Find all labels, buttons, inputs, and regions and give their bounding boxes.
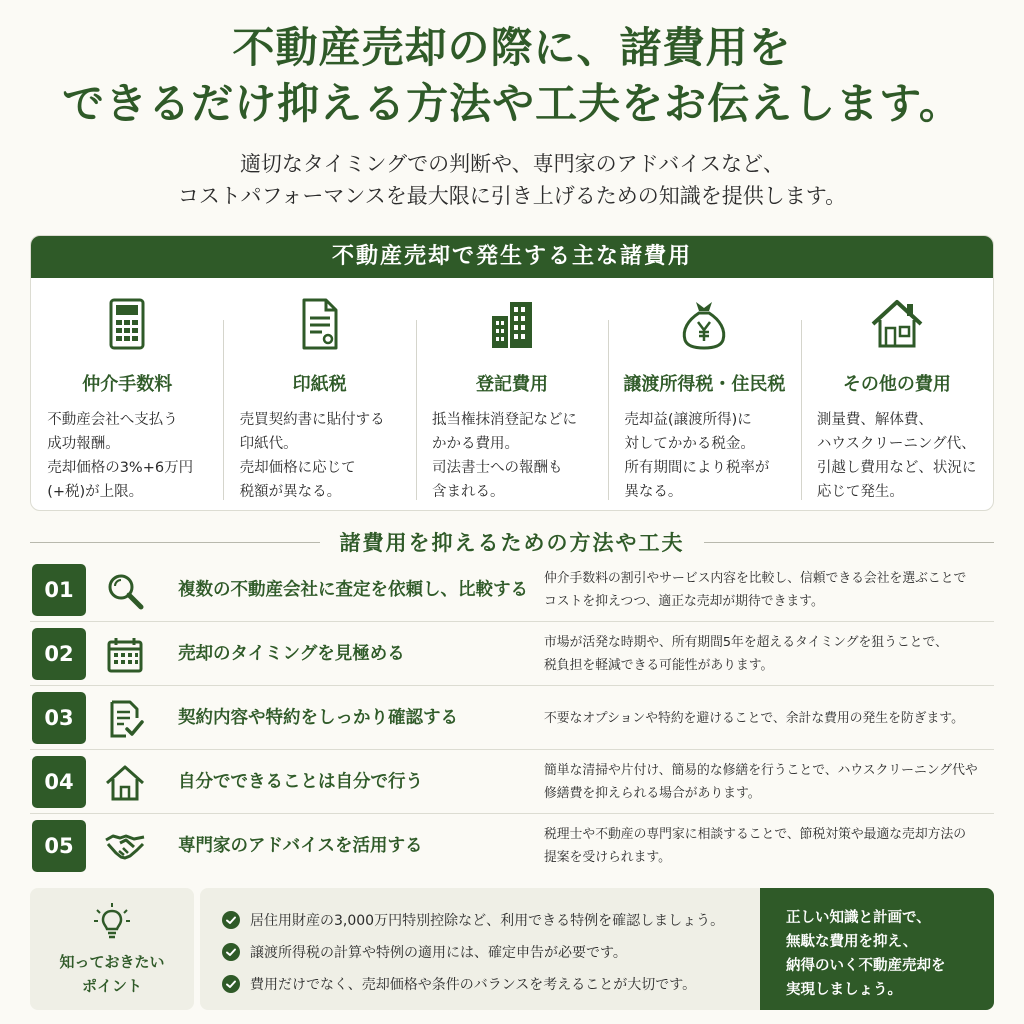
cost-description bbox=[240, 408, 400, 504]
tips-list bbox=[200, 888, 760, 1010]
closing-line: 実現しましょう。 bbox=[786, 982, 902, 998]
method-description bbox=[544, 558, 994, 622]
cost-desc-line: 異なる。 bbox=[624, 484, 683, 500]
cost-desc-line: 引越し費用など、状況に bbox=[816, 460, 977, 476]
title-line-2: できるだけ抑える方法や工夫をお伝えします。 bbox=[62, 79, 962, 128]
tips-label-box bbox=[30, 888, 194, 1010]
method-desc-line: 仲介手数料の割引やサービス内容を比較し、信頼できる会社を選ぶことで bbox=[544, 571, 967, 586]
cost-desc-line: 不動産会社へ支払う bbox=[47, 412, 178, 428]
tips-label bbox=[30, 950, 194, 998]
step-number: 01 bbox=[32, 564, 86, 616]
closing-line: 無駄な費用を抑え、 bbox=[786, 934, 918, 950]
method-description bbox=[544, 686, 994, 750]
house-icon bbox=[869, 296, 925, 352]
calendar-icon bbox=[104, 634, 146, 676]
cost-card-brokerage-fee bbox=[31, 278, 223, 510]
method-title: 専門家のアドバイスを活用する bbox=[178, 836, 423, 856]
step-number: 02 bbox=[32, 628, 86, 680]
page-subtitle bbox=[0, 148, 1024, 212]
method-row bbox=[30, 750, 994, 814]
tip-item bbox=[222, 936, 760, 968]
calculator-icon bbox=[99, 296, 155, 352]
cost-desc-line: 測量費、解体費、 bbox=[816, 412, 933, 428]
method-row bbox=[30, 814, 994, 878]
method-desc-line: 提案を受けられます。 bbox=[544, 850, 671, 865]
method-title: 自分でできることは自分で行う bbox=[178, 772, 423, 792]
step-number: 04 bbox=[32, 756, 86, 808]
methods-heading bbox=[30, 528, 994, 558]
check-circle-icon bbox=[222, 911, 240, 929]
method-title: 売却のタイミングを見極める bbox=[178, 644, 405, 664]
method-row bbox=[30, 558, 994, 622]
cost-desc-line: 売却価格の3%+6万円 bbox=[47, 460, 194, 476]
closing-line: 納得のいく不動産売却を bbox=[786, 958, 946, 974]
cost-desc-line: 売買契約書に貼付する bbox=[239, 412, 385, 428]
divider bbox=[30, 542, 320, 543]
tips-label-line: ポイント bbox=[81, 977, 142, 995]
cost-card-other-fees bbox=[801, 278, 993, 510]
contract-check-icon bbox=[104, 698, 146, 740]
cost-desc-line: ハウスクリーニング代、 bbox=[816, 436, 976, 452]
cost-desc-line: 応じて発生。 bbox=[816, 484, 904, 500]
house-icon bbox=[104, 762, 146, 804]
method-desc-line: 不要なオプションや特約を避けることで、余計な費用の発生を防ぎます。 bbox=[544, 710, 964, 726]
method-description bbox=[544, 750, 994, 814]
cost-card-registration-fee bbox=[416, 278, 608, 510]
cost-desc-line: (+税)が上限。 bbox=[47, 484, 144, 500]
tip-item bbox=[222, 904, 760, 936]
cost-desc-line: 印紙代。 bbox=[239, 436, 298, 452]
method-desc-line: 簡単な清掃や片付け、簡易的な修繕を行うことで、ハウスクリーニング代や bbox=[544, 763, 978, 778]
title-line-1: 不動産売却の際に、諸費用を bbox=[232, 23, 792, 72]
cost-desc-line: 成功報酬。 bbox=[47, 436, 120, 452]
cost-title: その他の費用 bbox=[842, 374, 951, 395]
cost-desc-line: 所有期間により税率が bbox=[624, 460, 770, 476]
method-description bbox=[544, 622, 994, 686]
method-desc-line: 修繕費を抑えられる場合があります。 bbox=[544, 786, 761, 801]
method-desc-line: 税理士や不動産の専門家に相談することで、節税対策や最適な売却方法の bbox=[544, 827, 967, 842]
check-circle-icon bbox=[222, 943, 240, 961]
method-desc-line: 税負担を軽減できる可能性があります。 bbox=[544, 658, 774, 673]
cost-desc-line: 売却価格に応じて bbox=[239, 460, 356, 476]
cost-description bbox=[624, 408, 784, 504]
cost-desc-line: 司法書士への報酬も bbox=[432, 460, 563, 476]
cost-description bbox=[47, 408, 207, 504]
cost-desc-line: かかる費用。 bbox=[432, 436, 520, 452]
check-circle-icon bbox=[222, 975, 240, 993]
page-title bbox=[0, 20, 1024, 132]
cost-title: 仲介手数料 bbox=[82, 374, 173, 395]
method-row bbox=[30, 622, 994, 686]
costs-heading: 不動産売却で発生する主な諸費用 bbox=[31, 236, 993, 278]
step-number: 05 bbox=[32, 820, 86, 872]
cost-description bbox=[817, 408, 977, 504]
tip-text: 費用だけでなく、売却価格や条件のバランスを考えることが大切です。 bbox=[250, 977, 697, 993]
subtitle-line-2: コストパフォーマンスを最大限に引き上げるための知識を提供します。 bbox=[177, 184, 847, 208]
cost-title: 印紙税 bbox=[292, 374, 347, 395]
building-icon bbox=[484, 296, 540, 352]
cost-desc-line: 対してかかる税金。 bbox=[624, 436, 755, 452]
method-title: 複数の不動産会社に査定を依頼し、比較する bbox=[178, 580, 528, 600]
cost-card-transfer-income-tax bbox=[608, 278, 800, 510]
costs-panel bbox=[30, 235, 994, 511]
method-desc-line: コストを抑えつつ、適正な売却が期待できます。 bbox=[544, 594, 824, 609]
tip-item bbox=[222, 968, 760, 1000]
cost-title: 登記費用 bbox=[476, 374, 549, 395]
method-desc-line: 市場が活発な時期や、所有期間5年を超えるタイミングを狙うことで、 bbox=[544, 635, 948, 650]
document-icon bbox=[292, 296, 348, 352]
money-bag-icon bbox=[676, 296, 732, 352]
divider bbox=[704, 542, 994, 543]
methods-heading-text: 諸費用を抑えるための方法や工夫 bbox=[339, 531, 685, 555]
lightbulb-icon bbox=[92, 902, 132, 942]
tip-text: 譲渡所得税の計算や特例の適用には、確定申告が必要です。 bbox=[250, 945, 627, 961]
cost-desc-line: 含まれる。 bbox=[432, 484, 505, 500]
cost-description bbox=[432, 408, 592, 504]
method-title: 契約内容や特約をしっかり確認する bbox=[178, 708, 458, 728]
tip-text: 居住用財産の3,000万円特別控除など、利用できる特例を確認しましょう。 bbox=[250, 913, 725, 929]
handshake-icon bbox=[104, 826, 146, 868]
closing-message bbox=[760, 888, 994, 1010]
cost-desc-line: 税額が異なる。 bbox=[239, 484, 342, 500]
tips-label-line: 知っておきたい bbox=[59, 953, 165, 971]
search-icon bbox=[104, 570, 146, 612]
costs-list bbox=[31, 278, 993, 510]
cost-desc-line: 抵当権抹消登記などに bbox=[432, 412, 578, 428]
step-number: 03 bbox=[32, 692, 86, 744]
cost-card-stamp-tax bbox=[223, 278, 415, 510]
cost-title: 譲渡所得税・住民税 bbox=[623, 374, 786, 395]
closing-line: 正しい知識と計画で、 bbox=[786, 910, 931, 926]
method-row bbox=[30, 686, 994, 750]
subtitle-line-1: 適切なタイミングでの判断や、専門家のアドバイスなど、 bbox=[239, 152, 785, 176]
cost-desc-line: 売却益(譲渡所得)に bbox=[624, 412, 752, 428]
method-description bbox=[544, 814, 994, 878]
